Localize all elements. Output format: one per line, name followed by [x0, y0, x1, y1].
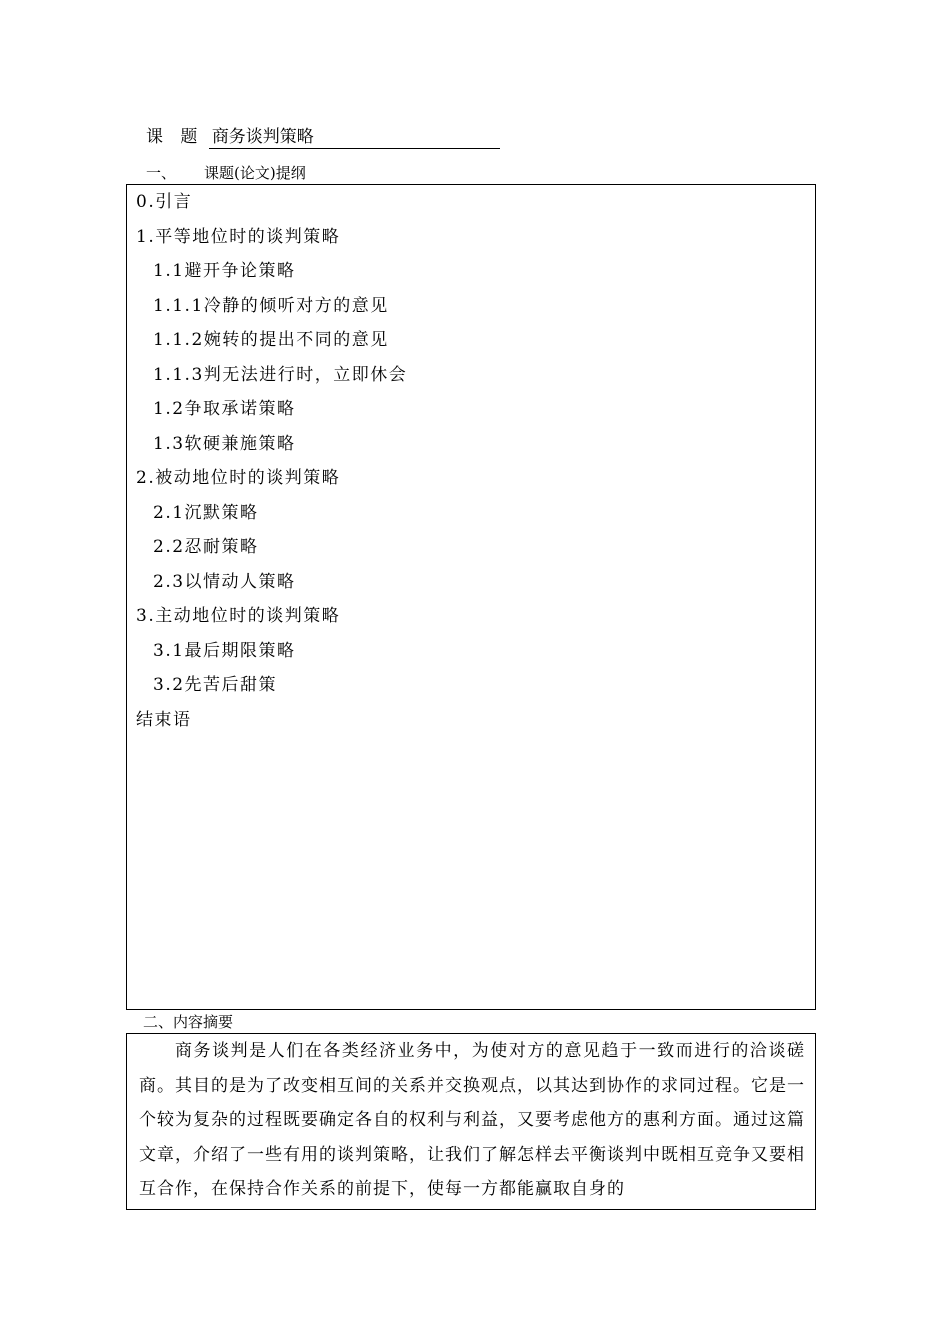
outline-item: 1.1.2婉转的提出不同的意见	[153, 330, 389, 350]
outline-item: 结束语	[136, 709, 192, 730]
topic-label: 课 题	[146, 127, 204, 147]
outline-section-number: 一、	[146, 164, 177, 182]
outline-item: 1.1避开争论策略	[153, 261, 296, 281]
outline-item: 3.1最后期限策略	[153, 640, 296, 661]
outline-item: 0.引言	[136, 192, 193, 212]
outline-section-title: 课题(论文)提纲	[204, 164, 306, 182]
outline-item: 3.2先苦后甜策	[153, 675, 278, 695]
topic-value: 商务谈判策略	[209, 126, 500, 149]
topic-line	[146, 124, 500, 150]
abstract-section-heading: 二、内容摘要	[143, 1013, 234, 1031]
outline-item: 1.平等地位时的谈判策略	[136, 226, 341, 247]
outline-box	[126, 184, 816, 1010]
outline-item: 3.主动地位时的谈判策略	[136, 606, 341, 626]
abstract-box	[126, 1033, 816, 1210]
outline-item: 2.2忍耐策略	[153, 537, 259, 557]
outline-item: 1.1.3判无法进行时，立即休会	[153, 364, 408, 385]
abstract-text: 商务谈判是人们在各类经济业务中，为使对方的意见趋于一致而进行的洽谈磋商。其目的是为了改变相互间的关系并交换观点，以其达到协作的求同过程。它是一个较为复杂的过程既要确定各自的权利与利益，又要考虑他方的惠利方面。通过这篇文章，介绍了一些有用的谈判策略，让我们了解怎样去平衡谈判中既相互竞争又要相互合作，在保持合作关系的前提下，使每一方都能赢取自身的	[139, 1041, 805, 1199]
outline-item: 1.3软硬兼施策略	[153, 433, 296, 454]
outline-item: 2.被动地位时的谈判策略	[136, 468, 341, 488]
outline-section-heading	[146, 163, 306, 183]
outline-item: 2.1沉默策略	[153, 502, 259, 523]
outline-item: 1.1.1冷静的倾听对方的意见	[153, 295, 389, 316]
outline-item: 1.2争取承诺策略	[153, 399, 296, 419]
outline-item: 2.3以情动人策略	[153, 571, 296, 592]
